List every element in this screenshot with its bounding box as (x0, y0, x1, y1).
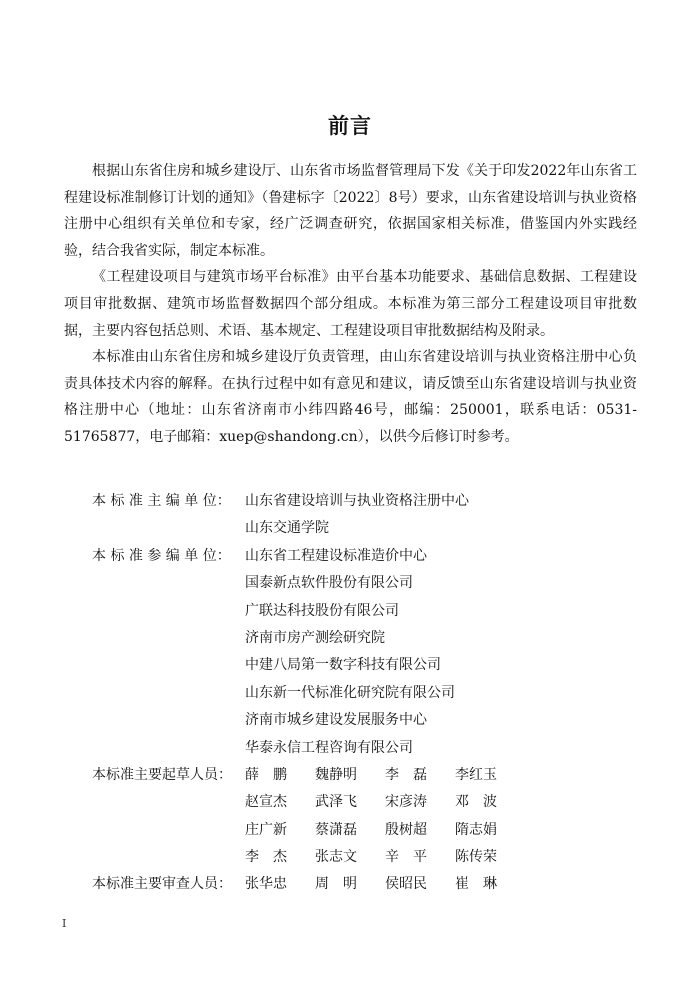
paragraph: 本标准由山东省住房和城乡建设厅负责管理，由山东省建设培训与执业资格注册中心负责具体技术内容的解释。在执行过程中如有意见和建议，请反馈至山东省建设培训与执业资格注册中心（地址：山东省济南市小纬四路46号，邮编：250001，联系电话：0531-51765877，电子邮箱：xuep@shandong.cn），以供今后修订时参考。 (64, 349, 637, 445)
participating-unit: 广联达科技股份有限公司 (245, 602, 399, 619)
participating-unit: 山东新一代标准化研究院有限公司 (245, 684, 455, 701)
reviewers-label: 本标准主要审查人员： (92, 876, 232, 893)
paragraph: 《工程建设项目与建筑市场平台标准》由平台基本功能要求、基础信息数据、工程建设项目审批数据、建筑市场监督数据四个部分组成。本标准为第三部分工程建设项目审批数据，主要内容包括总则、术语、基本规定、工程建设项目审批数据结构及附录。 (64, 269, 637, 339)
drafter-row (64, 789, 637, 816)
drafter-row (64, 762, 637, 789)
drafter-name: 薛 鹏 (245, 766, 287, 783)
drafter-name: 张志文 (315, 849, 357, 866)
page-title: 前言 (328, 114, 372, 138)
drafter-name: 辛 平 (385, 849, 427, 866)
reviewer-name: 张华忠 (245, 876, 287, 893)
drafter-name: 陈传荣 (455, 849, 497, 866)
chief-unit: 山东省建设培训与执业资格注册中心 (245, 493, 469, 509)
drafter-name: 武泽飞 (315, 794, 357, 811)
drafter-name: 李 磊 (385, 766, 427, 783)
chief-unit-row (64, 488, 637, 515)
drafter-name: 庄广新 (245, 821, 287, 838)
drafter-row (64, 844, 637, 871)
drafters-label: 本标准主要起草人员： (92, 766, 232, 783)
preface-body (64, 158, 637, 451)
reviewer-name: 周 明 (315, 876, 357, 893)
drafter-name: 蔡潇磊 (315, 821, 357, 838)
participating-unit-row (64, 598, 637, 625)
committee-list (64, 488, 637, 899)
drafter-name: 李 杰 (245, 849, 287, 866)
reviewer-name: 侯昭民 (385, 876, 427, 893)
paragraph: 根据山东省住房和城乡建设厅、山东省市场监督管理局下发《关于印发2022年山东省工程建设标准制修订计划的通知》（鲁建标字〔2022〕8号）要求，山东省建设培训与执业资格注册中心组织有关单位和专家，经广泛调查研究，依据国家相关标准，借鉴国内外实践经验，结合我省实际，制定本标准。 (64, 163, 637, 259)
chief-unit: 山东交通学院 (245, 520, 329, 537)
participating-unit-row (64, 707, 637, 734)
page-number: I (62, 917, 67, 930)
drafter-name: 李红玉 (455, 766, 497, 783)
participating-unit: 济南市房产测绘研究院 (245, 629, 385, 646)
participating-unit: 中建八局第一数字科技有限公司 (245, 657, 441, 674)
participating-unit: 山东省工程建设标准造价中心 (245, 547, 427, 564)
participating-unit-row (64, 680, 637, 707)
drafter-name: 宋彦涛 (385, 794, 427, 811)
drafter-name: 殷树超 (385, 821, 427, 838)
participating-unit-row (64, 570, 637, 597)
participating-unit-row (64, 625, 637, 652)
chief-unit-row (64, 515, 637, 542)
drafter-name: 隋志娟 (455, 821, 497, 838)
drafter-name: 赵宣杰 (245, 794, 287, 811)
participating-unit: 华泰永信工程咨询有限公司 (245, 739, 413, 756)
participating-unit: 济南市城乡建设发展服务中心 (245, 712, 427, 729)
drafter-name: 邓 波 (455, 794, 497, 811)
chief-unit-label: 本 标 准 主 编 单 位： (92, 493, 231, 509)
participating-unit-label: 本 标 准 参 编 单 位： (92, 547, 231, 564)
reviewer-name: 崔 琳 (455, 876, 497, 893)
participating-unit-row (64, 735, 637, 762)
participating-unit-row (64, 652, 637, 679)
reviewer-row (64, 871, 637, 898)
participating-unit-row (64, 543, 637, 570)
drafter-name: 魏静明 (315, 766, 357, 783)
participating-unit: 国泰新点软件股份有限公司 (245, 575, 413, 592)
drafter-row (64, 817, 637, 844)
